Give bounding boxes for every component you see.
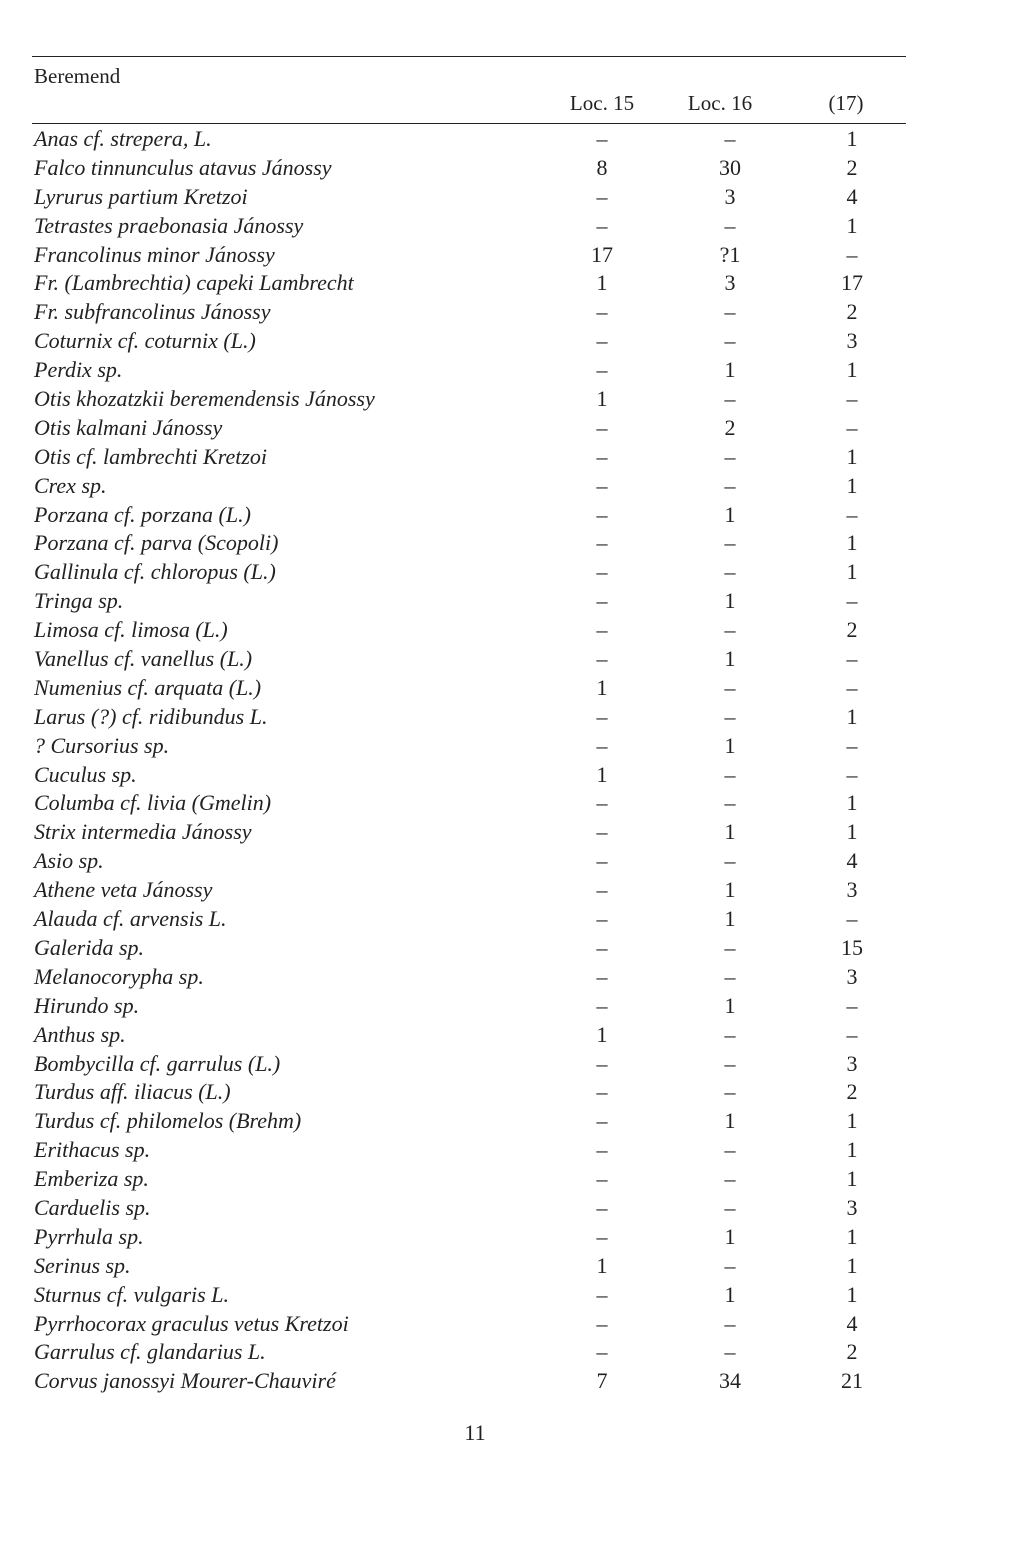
table-row: [0, 674, 1024, 703]
loc17-count: 1: [846, 1108, 858, 1134]
species-name: Anas cf. strepera, L.: [34, 126, 212, 151]
loc17-count: 1: [846, 1223, 858, 1249]
loc16-count: –: [724, 963, 736, 989]
loc17-count: –: [846, 414, 858, 440]
loc16-count: 1: [724, 588, 736, 614]
loc15-count: –: [596, 1108, 608, 1134]
table-row: [0, 616, 1024, 645]
loc16-count: 1: [724, 877, 736, 903]
loc16-count: –: [724, 1166, 736, 1192]
loc16-count: 1: [724, 1223, 736, 1249]
loc15-count: –: [596, 357, 608, 383]
table-row: [0, 1165, 1024, 1194]
table-row: [0, 847, 1024, 876]
table-row: [0, 789, 1024, 818]
table-row: [0, 587, 1024, 616]
loc15-count: 8: [596, 154, 608, 180]
loc15-count: –: [596, 617, 608, 643]
loc15-count: –: [596, 1166, 608, 1192]
loc15-count: –: [596, 646, 608, 672]
table-row: [0, 1338, 1024, 1367]
loc17-count: –: [846, 732, 858, 758]
loc16-count: 30: [719, 154, 741, 180]
loc17-count: –: [846, 906, 858, 932]
species-name: Sturnus cf. vulgaris L.: [34, 1281, 229, 1307]
loc16-count: –: [724, 126, 736, 151]
loc15-count: 1: [596, 761, 608, 787]
table-row: [0, 645, 1024, 674]
loc16-count: –: [724, 703, 736, 729]
table-row: [0, 1252, 1024, 1281]
loc16-count: 1: [724, 357, 736, 383]
table-row: [0, 992, 1024, 1021]
loc17-count: 2: [846, 1339, 858, 1365]
species-name: Turdus cf. philomelos (Brehm): [34, 1108, 302, 1134]
loc15-count: 1: [596, 1252, 608, 1278]
loc15-count: –: [596, 877, 608, 903]
loc16-count: 1: [724, 819, 736, 845]
loc17-count: 1: [846, 703, 858, 729]
species-name: Hirundo sp.: [34, 992, 140, 1018]
loc17-count: –: [846, 761, 858, 787]
loc15-count: 17: [591, 241, 613, 267]
table-row: [0, 963, 1024, 992]
loc15-count: –: [596, 530, 608, 556]
loc15-count: –: [596, 1079, 608, 1105]
loc16-count: –: [724, 443, 736, 469]
loc17-count: 3: [846, 1194, 858, 1220]
loc16-count: –: [724, 1050, 736, 1076]
species-name: Otis khozatzkii beremendensis Jánossy: [34, 386, 375, 412]
loc17-count: 3: [846, 877, 858, 903]
loc17-count: 1: [846, 1281, 858, 1307]
species-name: Limosa cf. limosa (L.): [34, 617, 228, 643]
table-row: [0, 558, 1024, 587]
loc16-count: –: [724, 1137, 736, 1163]
loc17-count: 1: [846, 790, 858, 816]
loc17-count: 3: [846, 328, 858, 354]
loc16-count: –: [724, 934, 736, 960]
table-row: [0, 905, 1024, 934]
loc16-count: –: [724, 617, 736, 643]
loc15-count: 1: [596, 1021, 608, 1047]
loc16-count: –: [724, 1079, 736, 1105]
loc15-count: –: [596, 906, 608, 932]
loc17-count: 1: [846, 559, 858, 585]
species-name: Anthus sp.: [34, 1021, 126, 1047]
loc16-count: 1: [724, 906, 736, 932]
loc17-count: 3: [846, 963, 858, 989]
loc17-count: 3: [846, 1050, 858, 1076]
loc17-count: –: [846, 992, 858, 1018]
loc16-count: 3: [724, 270, 736, 296]
loc17-count: 21: [841, 1368, 863, 1394]
loc15-count: –: [596, 501, 608, 527]
table-row: [0, 1050, 1024, 1079]
column-header-loc17: (17): [828, 91, 864, 115]
species-name: Erithacus sp.: [34, 1137, 151, 1163]
loc16-count: –: [724, 761, 736, 787]
loc15-count: –: [596, 212, 608, 238]
species-name: Serinus sp.: [34, 1252, 131, 1278]
table-row: [0, 385, 1024, 414]
loc15-count: –: [596, 732, 608, 758]
loc15-count: –: [596, 126, 608, 151]
loc17-count: 1: [846, 443, 858, 469]
column-header-loc16: Loc. 16: [687, 91, 753, 115]
table-row: [0, 1367, 1024, 1396]
species-name: Numenius cf. arquata (L.): [34, 674, 262, 700]
loc15-count: –: [596, 848, 608, 874]
table-row: [0, 1021, 1024, 1050]
species-name: Melanocorypha sp.: [34, 963, 204, 989]
species-name: Garrulus cf. glandarius L.: [34, 1339, 266, 1365]
loc15-count: –: [596, 588, 608, 614]
loc17-count: 1: [846, 819, 858, 845]
column-header-loc15: Loc. 15: [569, 91, 635, 115]
table-row: [0, 732, 1024, 761]
loc16-count: –: [724, 848, 736, 874]
species-name: Bombycilla cf. garrulus (L.): [34, 1050, 281, 1076]
species-name: Fr. subfrancolinus Jánossy: [34, 299, 271, 325]
loc16-count: –: [724, 1339, 736, 1365]
table-row: [0, 269, 1024, 298]
table-row: [0, 241, 1024, 270]
loc17-count: 1: [846, 1137, 858, 1163]
species-name: Fr. (Lambrechtia) capeki Lambrecht: [34, 270, 354, 296]
species-name: Otis kalmani Jánossy: [34, 414, 223, 440]
table-row: [0, 327, 1024, 356]
species-name: Coturnix cf. coturnix (L.): [34, 328, 256, 354]
species-name: Columba cf. livia (Gmelin): [34, 790, 272, 816]
loc17-count: 1: [846, 530, 858, 556]
loc15-count: –: [596, 559, 608, 585]
loc16-count: 3: [724, 183, 736, 209]
loc15-count: –: [596, 1281, 608, 1307]
loc16-count: –: [724, 386, 736, 412]
loc17-count: 1: [846, 357, 858, 383]
loc15-count: 7: [596, 1368, 608, 1394]
loc16-count: –: [724, 1194, 736, 1220]
loc16-count: –: [724, 212, 736, 238]
loc15-count: 1: [596, 674, 608, 700]
species-name: Strix intermedia Jánossy: [34, 819, 252, 845]
loc15-count: 1: [596, 386, 608, 412]
top-rule: [32, 56, 906, 57]
loc16-count: 1: [724, 646, 736, 672]
loc17-count: –: [846, 386, 858, 412]
loc17-count: 2: [846, 617, 858, 643]
loc16-count: –: [724, 299, 736, 325]
table-row: [0, 443, 1024, 472]
species-name: ? Cursorius sp.: [34, 732, 170, 758]
species-name: Pyrrhula sp.: [34, 1223, 144, 1249]
table-row: [0, 298, 1024, 327]
table-row: [0, 1078, 1024, 1107]
table-row: [0, 1223, 1024, 1252]
species-name: Francolinus minor Jánossy: [34, 241, 275, 267]
species-name: Crex sp.: [34, 472, 107, 498]
loc17-count: 1: [846, 212, 858, 238]
species-name: Larus (?) cf. ridibundus L.: [34, 703, 268, 729]
species-name: Falco tinnunculus atavus Jánossy: [34, 154, 332, 180]
table-row: [0, 356, 1024, 385]
species-name: Tetrastes praebonasia Jánossy: [34, 212, 304, 238]
loc16-count: –: [724, 1310, 736, 1336]
species-name: Gallinula cf. chloropus (L.): [34, 559, 276, 585]
loc16-count: 34: [719, 1368, 741, 1394]
loc15-count: –: [596, 1137, 608, 1163]
loc17-count: –: [846, 501, 858, 527]
species-name: Lyrurus partium Kretzoi: [34, 183, 248, 209]
page-number: 11: [464, 1420, 486, 1445]
loc16-count: –: [724, 559, 736, 585]
loc17-count: 1: [846, 126, 858, 151]
species-name: Turdus aff. iliacus (L.): [34, 1079, 231, 1105]
species-name: Alauda cf. arvensis L.: [34, 906, 227, 932]
loc15-count: –: [596, 703, 608, 729]
loc16-count: –: [724, 674, 736, 700]
loc17-count: 1: [846, 1166, 858, 1192]
table-row: [0, 472, 1024, 501]
loc17-count: 4: [846, 183, 858, 209]
species-table: [0, 125, 1024, 1396]
table-row: [0, 1194, 1024, 1223]
loc17-count: 2: [846, 299, 858, 325]
loc15-count: –: [596, 328, 608, 354]
loc15-count: 1: [596, 270, 608, 296]
loc16-count: 1: [724, 501, 736, 527]
loc15-count: –: [596, 1223, 608, 1249]
table-row: [0, 1281, 1024, 1310]
species-name: Carduelis sp.: [34, 1194, 151, 1220]
loc15-count: –: [596, 1310, 608, 1336]
table-row: [0, 501, 1024, 530]
loc15-count: –: [596, 472, 608, 498]
loc17-count: 17: [841, 270, 863, 296]
loc15-count: –: [596, 1339, 608, 1365]
table-row: [0, 934, 1024, 963]
loc16-count: 1: [724, 992, 736, 1018]
species-name: Otis cf. lambrechti Kretzoi: [34, 443, 268, 469]
species-name: Porzana cf. porzana (L.): [34, 501, 251, 527]
table-row: [0, 876, 1024, 905]
species-name: Tringa sp.: [34, 588, 124, 614]
species-name: Corvus janossyi Mourer-Chauviré: [34, 1368, 336, 1394]
table-row: [0, 154, 1024, 183]
species-name: Galerida sp.: [34, 934, 144, 960]
loc16-count: ?1: [719, 241, 741, 267]
table-row: [0, 818, 1024, 847]
loc15-count: –: [596, 183, 608, 209]
species-name: Asio sp.: [34, 848, 104, 874]
loc15-count: –: [596, 992, 608, 1018]
loc16-count: 1: [724, 732, 736, 758]
loc15-count: –: [596, 443, 608, 469]
loc16-count: –: [724, 1021, 736, 1047]
table-row: [0, 1107, 1024, 1136]
table-row: [0, 212, 1024, 241]
species-name: Athene veta Jánossy: [34, 877, 213, 903]
loc16-count: 2: [724, 414, 736, 440]
species-name: Pyrrhocorax graculus vetus Kretzoi: [34, 1310, 349, 1336]
table-row: [0, 529, 1024, 558]
loc17-count: –: [846, 241, 858, 267]
loc16-count: –: [724, 472, 736, 498]
header-rule: [32, 123, 906, 124]
loc16-count: –: [724, 1252, 736, 1278]
loc15-count: –: [596, 790, 608, 816]
loc15-count: –: [596, 414, 608, 440]
loc15-count: –: [596, 1050, 608, 1076]
loc15-count: –: [596, 819, 608, 845]
loc17-count: 15: [841, 934, 863, 960]
loc17-count: 1: [846, 472, 858, 498]
loc17-count: 2: [846, 1079, 858, 1105]
loc15-count: –: [596, 299, 608, 325]
species-name: Emberiza sp.: [34, 1166, 149, 1192]
loc16-count: 1: [724, 1281, 736, 1307]
table-row: [0, 1310, 1024, 1339]
loc16-count: 1: [724, 1108, 736, 1134]
loc17-count: –: [846, 674, 858, 700]
table-row: [0, 703, 1024, 732]
loc15-count: –: [596, 1194, 608, 1220]
table-row: [0, 183, 1024, 212]
locality-heading: Beremend: [34, 64, 121, 88]
loc17-count: 2: [846, 154, 858, 180]
loc17-count: –: [846, 1021, 858, 1047]
species-name: Cuculus sp.: [34, 761, 137, 787]
loc15-count: –: [596, 963, 608, 989]
loc17-count: –: [846, 646, 858, 672]
species-name: Perdix sp.: [34, 357, 123, 383]
loc15-count: –: [596, 934, 608, 960]
loc16-count: –: [724, 328, 736, 354]
loc16-count: –: [724, 530, 736, 556]
species-name: Vanellus cf. vanellus (L.): [34, 646, 253, 672]
loc17-count: 4: [846, 1310, 858, 1336]
loc17-count: 4: [846, 848, 858, 874]
species-name: Porzana cf. parva (Scopoli): [34, 530, 279, 556]
table-row: [0, 761, 1024, 790]
table-row: [0, 414, 1024, 443]
table-row: [0, 1136, 1024, 1165]
table-row: [0, 125, 1024, 154]
loc17-count: 1: [846, 1252, 858, 1278]
loc16-count: –: [724, 790, 736, 816]
loc17-count: –: [846, 588, 858, 614]
